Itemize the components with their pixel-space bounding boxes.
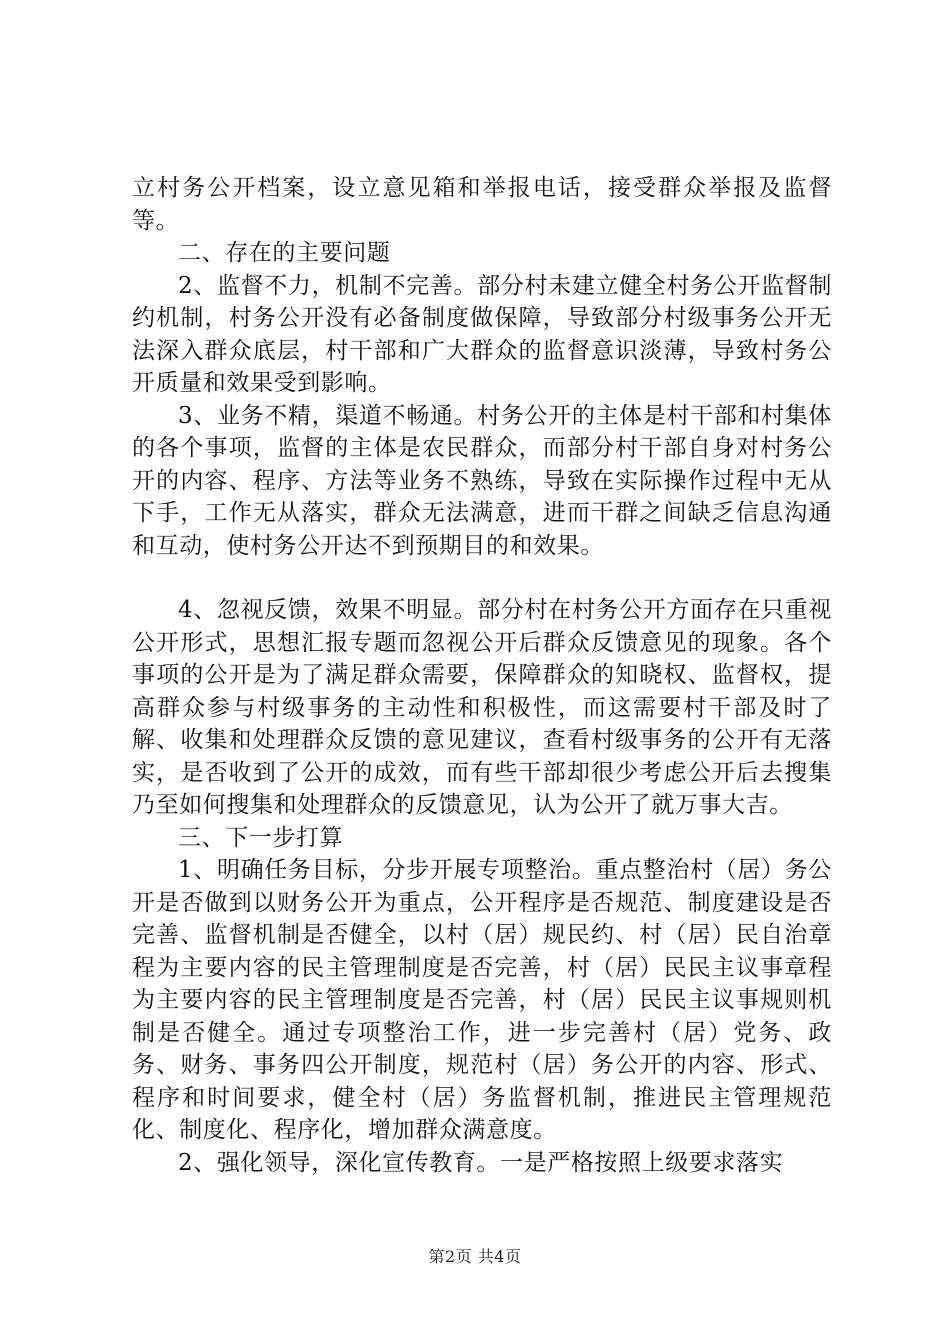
paragraph-feedback: 4、忽视反馈，效果不明显。部分村在村务公开方面存在只重视公开形式，思想汇报专题而忽视公开后群众反馈意见的现象。各个事项的公开是为了满足群众需要，保障群众的知晓权、监督权，提高群众参与村级事务的主动性和积极性，而这需要村干部及时了解、收集和处理群众反馈的意见建议，查看村级事务的公开有无落实，是否收到了公开的成效，而有些干部却很少考虑公开后去搜集乃至如何搜集和处理群众的反馈意见，认为公开了就万事大吉。 bbox=[132, 597, 832, 818]
paragraph-leadership: 2、强化领导，深化宣传教育。一是严格按照上级要求落实 bbox=[178, 1149, 784, 1176]
page-number-footer: 第2页 共4页 bbox=[428, 1247, 522, 1266]
paragraph-continuation: 立村务公开档案，设立意见箱和举报电话，接受群众举报及监督等。 bbox=[132, 175, 832, 234]
document-body bbox=[132, 172, 832, 1179]
paragraph-targets: 1、明确任务目标，分步开展专项整治。重点整治村（居）务公开是否做到以财务公开为重点，公开程序是否规范、制度建设是否完善、监督机制是否健全，以村（居）规民约、村（居）民自治章程为主要内容的民主管理制度是否完善，村（居）民民主议事章程为主要内容的民主管理制度是否完善，村（居）民民主议事规则机制是否健全。通过专项整治工作，进一步完善村（居）党务、政务、财务、事务四公开制度，规范村（居）务公开的内容、形式、程序和时间要求，健全村（居）务监督机制，推进民主管理规范化、制度化、程序化，增加群众满意度。 bbox=[132, 857, 832, 1143]
paragraph-business: 3、业务不精，渠道不畅通。村务公开的主体是村干部和村集体的各个事项，监督的主体是农民群众，而部分村干部自身对村务公开的内容、程序、方法等业务不熟练，导致在实际操作过程中无从下手，工作无从落实，群众无法满意，进而干群之间缺乏信息沟通和互动，使村务公开达不到预期目的和效果。 bbox=[132, 402, 832, 559]
section-heading-next-steps: 三、下一步打算 bbox=[178, 824, 344, 851]
paragraph-gap bbox=[132, 562, 832, 594]
paragraph-supervision: 2、监督不力，机制不完善。部分村未建立健全村务公开监督制约机制，村务公开没有必备制度做保障，导致部分村级事务公开无法深入群众底层，村干部和广大群众的监督意识淡薄，导致村务公开质量和效果受到影响。 bbox=[132, 272, 832, 396]
section-heading-problems: 二、存在的主要问题 bbox=[178, 240, 391, 266]
